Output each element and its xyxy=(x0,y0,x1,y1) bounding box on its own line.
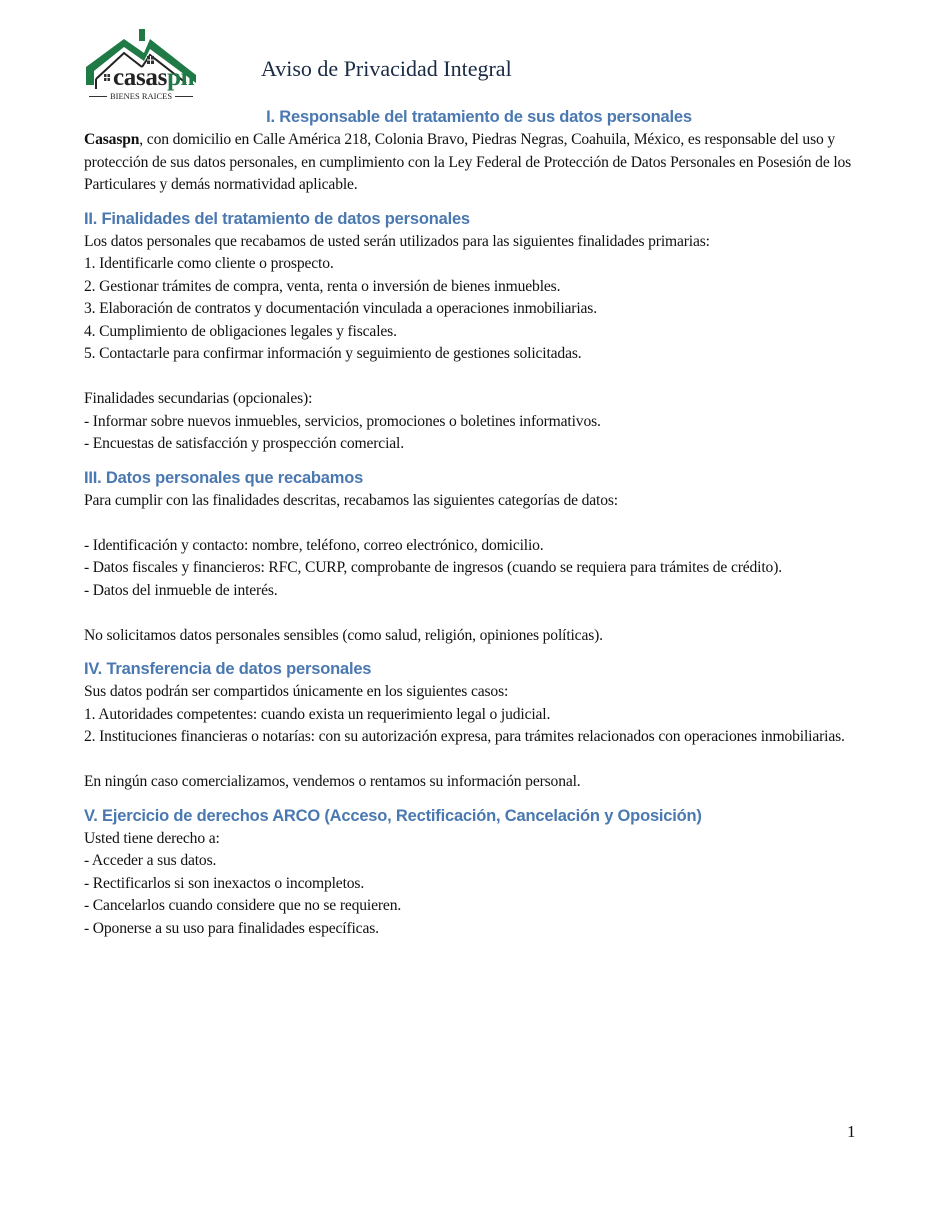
list-item: 5. Contactarle para confirmar información y seguimiento de gestiones solicitadas. xyxy=(84,345,582,362)
list-item: 4. Cumplimiento de obligaciones legales y fiscales. xyxy=(84,322,397,340)
list-item: - Rectificarlos si son inexactos o incompletos. xyxy=(84,874,365,892)
section-intro: Para cumplir con las finalidades descritas, recabamos las siguientes categorías de datos: xyxy=(84,491,618,509)
logo-word-main: casas xyxy=(113,64,168,91)
logo-divider-left xyxy=(89,96,107,97)
list-item: - Cancelarlos cuando considere que no se requieren. xyxy=(84,897,402,914)
section-intro: Sus datos podrán ser compartidos únicamente en los siguientes casos: xyxy=(84,683,509,700)
section-heading: IV. Transferencia de datos personales xyxy=(84,660,372,678)
logo-divider-right xyxy=(175,96,193,97)
logo-tagline-text: BIENES RAICES xyxy=(109,91,173,101)
section-heading: II. Finalidades del tratamiento de datos personales xyxy=(84,209,470,228)
section-transferencia xyxy=(84,657,864,794)
section-datos-recabados xyxy=(84,466,864,648)
section-heading: III. Datos personales que recabamos xyxy=(84,468,364,487)
section-finalidades xyxy=(84,207,864,456)
section-responsable xyxy=(84,105,864,197)
company-logo xyxy=(86,27,196,103)
company-name: Casaspn xyxy=(84,131,140,148)
section-paragraph xyxy=(84,129,864,197)
list-item: - Datos del inmueble de interés. xyxy=(84,581,278,599)
secondary-label: Finalidades secundarias (opcionales): xyxy=(84,390,313,407)
section-derechos-arco xyxy=(84,804,864,941)
logo-word-accent: pn xyxy=(167,64,195,91)
document-body xyxy=(84,103,864,940)
list-item: 2. Gestionar trámites de compra, venta, renta o inversión de bienes inmuebles. xyxy=(84,277,561,295)
list-item: - Identificación y contacto: nombre, teléfono, correo electrónico, domicilio. xyxy=(84,536,544,554)
section-heading: V. Ejercicio de derechos ARCO (Acceso, Rectificación, Cancelación y Oposición) xyxy=(84,806,702,825)
list-item: 1. Autoridades competentes: cuando exista un requerimiento legal o judicial. xyxy=(84,705,551,723)
list-item: 2. Instituciones financieras o notarías: con su autorización expresa, para trámites relacionados con operaciones inmobiliarias. xyxy=(84,728,845,745)
page-number: 1 xyxy=(847,1122,856,1141)
list-item: - Informar sobre nuevos inmuebles, servicios, promociones o boletines informativos. xyxy=(84,412,601,430)
list-item: 1. Identificarle como cliente o prospecto. xyxy=(84,255,334,272)
document-title: Aviso de Privacidad Integral xyxy=(261,56,512,81)
list-item: - Acceder a sus datos. xyxy=(84,852,217,869)
logo-tagline xyxy=(86,91,196,101)
section-note: No solicitamos datos personales sensibles (como salud, religión, opiniones políticas). xyxy=(84,626,603,644)
section-intro: Usted tiene derecho a: xyxy=(84,829,220,847)
paragraph-text: , con domicilio en Calle América 218, Colonia Bravo, Piedras Negras, Coahuila, México, es responsable del uso y protección de sus datos personales, en cumplimiento con la Ley Federal de Protección de Datos Personales en Posesión de los Particulares y demás normatividad aplicable. xyxy=(84,131,852,193)
list-item: - Oponerse a su uso para finalidades específicas. xyxy=(84,919,379,937)
list-item: - Datos fiscales y financieros: RFC, CURP, comprobante de ingresos (cuando se requiera para trámites de crédito). xyxy=(84,559,782,576)
section-intro: Los datos personales que recabamos de usted serán utilizados para las siguientes finalidades primarias: xyxy=(84,232,710,250)
list-item: 3. Elaboración de contratos y documentación vinculada a operaciones inmobiliarias. xyxy=(84,300,597,317)
section-heading: I. Responsable del tratamiento de sus datos personales xyxy=(266,108,692,126)
logo-wordmark xyxy=(113,65,194,90)
section-note: En ningún caso comercializamos, vendemos o rentamos su información personal. xyxy=(84,773,581,790)
list-item: - Encuestas de satisfacción y prospección comercial. xyxy=(84,435,404,452)
